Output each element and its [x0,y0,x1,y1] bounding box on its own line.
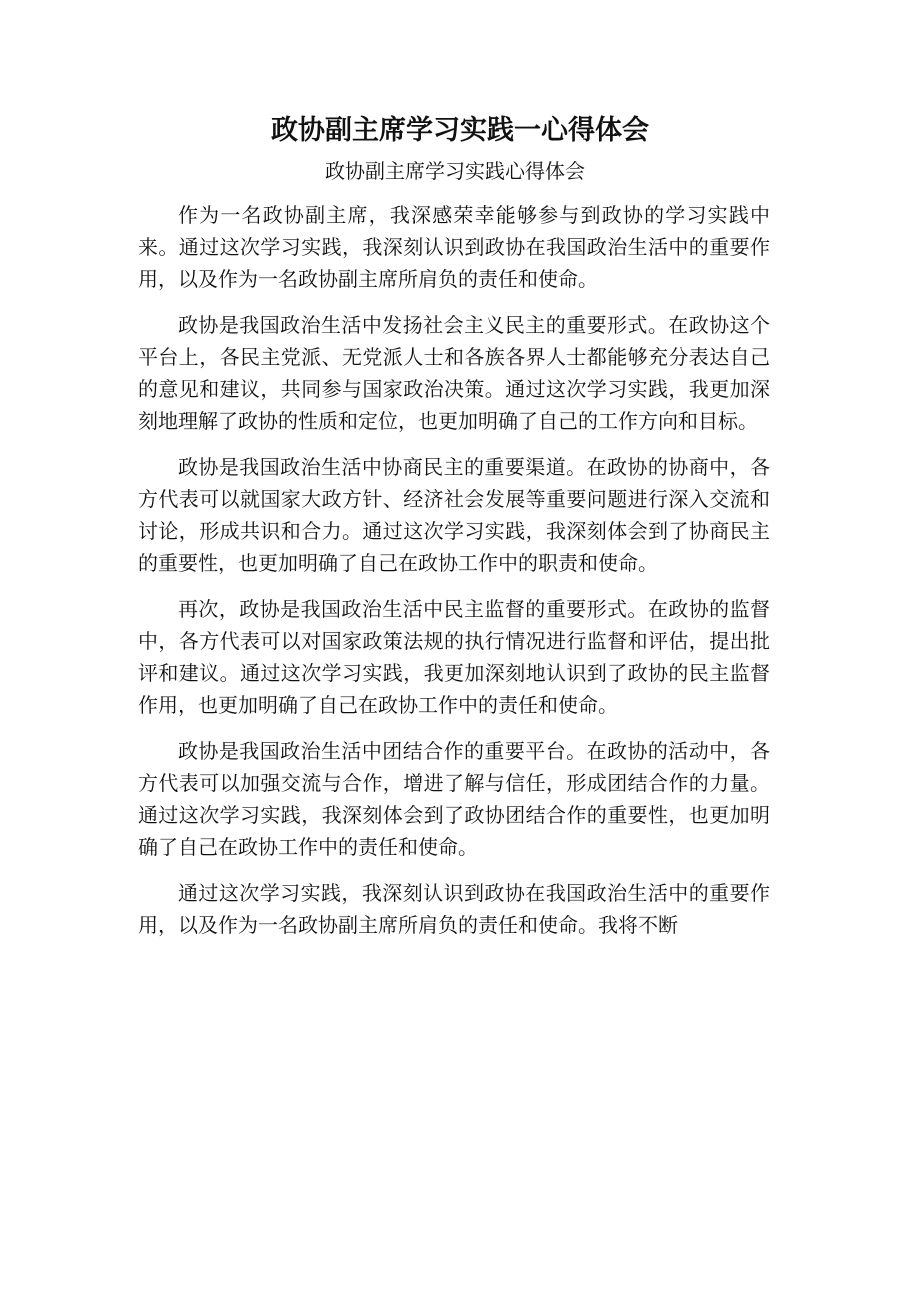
document-subtitle: 政协副主席学习实践心得体会 [325,159,585,183]
paragraph: 政协是我国政治生活中发扬社会主义民主的重要形式。在政协这个平台上，各民主党派、无党派人士和各族各界人士都能够充分表达自己的意见和建议，共同参与国家政治决策。通过这次学习实践，我更加深刻地理解了政协的性质和定位，也更加明确了自己的工作方向和目标。 [138,313,770,433]
paragraph: 通过这次学习实践，我深刻认识到政协在我国政治生活中的重要作用，以及作为一名政协副主席所肩负的责任和使命。我将不断 [138,881,770,937]
paragraph: 政协是我国政治生活中协商民主的重要渠道。在政协的协商中，各方代表可以就国家大政方针、经济社会发展等重要问题进行深入交流和讨论，形成共识和合力。通过这次学习实践，我深刻体会到了协商民主的重要性，也更加明确了自己在政协工作中的职责和使命。 [138,455,770,575]
document-body [138,199,770,955]
document-title: 政协副主席学习实践一心得体会 [271,115,649,146]
paragraph: 作为一名政协副主席，我深感荣幸能够参与到政协的学习实践中来。通过这次学习实践，我深刻认识到政协在我国政治生活中的重要作用，以及作为一名政协副主席所肩负的责任和使命。 [138,203,770,291]
paragraph: 政协是我国政治生活中团结合作的重要平台。在政协的活动中，各方代表可以加强交流与合作，增进了解与信任，形成团结合作的力量。通过这次学习实践，我深刻体会到了政协团结合作的重要性，也更加明确了自己在政协工作中的责任和使命。 [138,739,770,859]
paragraph: 再次，政协是我国政治生活中民主监督的重要形式。在政协的监督中，各方代表可以对国家政策法规的执行情况进行监督和评估，提出批评和建议。通过这次学习实践，我更加深刻地认识到了政协的民主监督作用，也更加明确了自己在政协工作中的责任和使命。 [138,597,770,717]
